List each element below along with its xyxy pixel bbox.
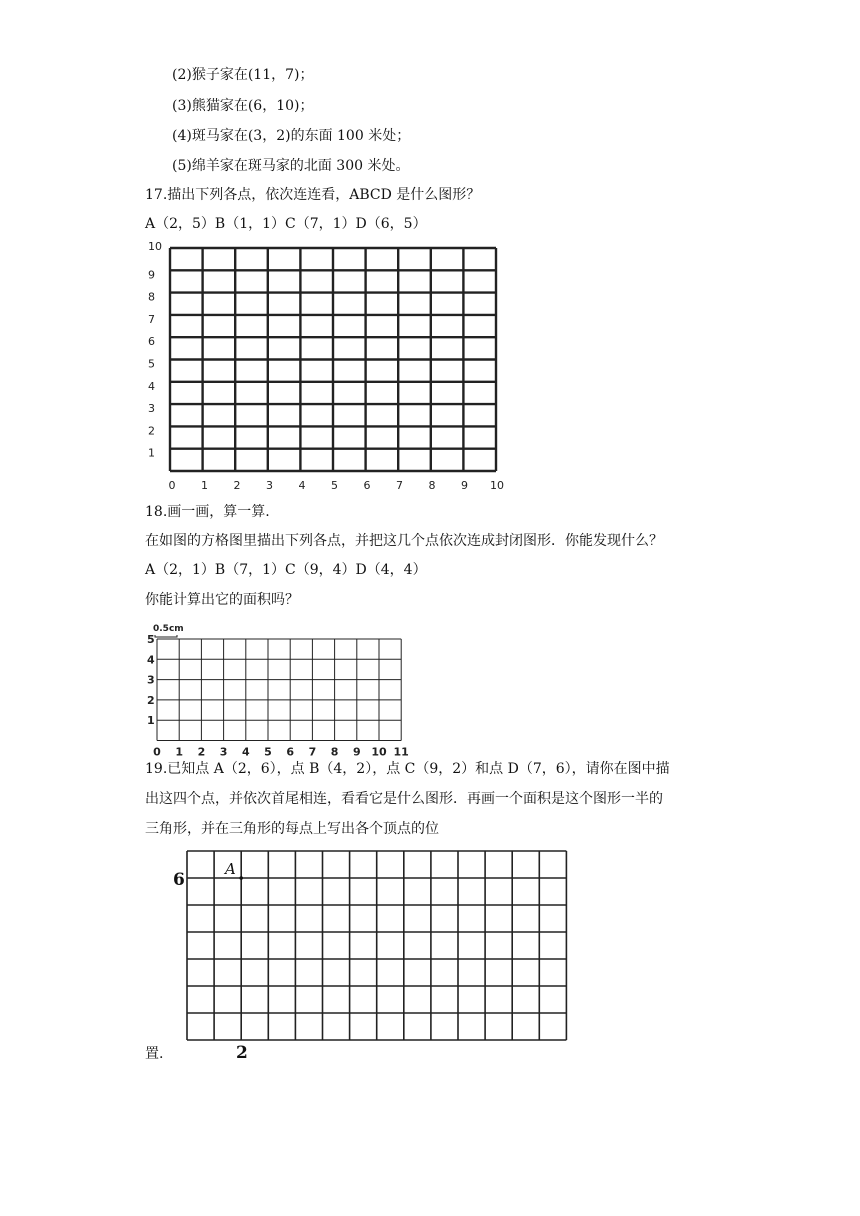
grid17-x-label: 2 <box>233 479 241 492</box>
grid17-y-label: 6 <box>148 335 155 349</box>
grid17-x-label: 5 <box>331 479 338 492</box>
grid18-x-label: 10 <box>371 745 387 759</box>
grid18-y-label: 5 <box>147 633 155 646</box>
q18-question: 你能计算出它的面积吗？ <box>145 592 299 608</box>
grid19-label-6: 6 <box>173 870 185 890</box>
grid18-x-label: 6 <box>286 745 295 759</box>
grid18-x-label: 5 <box>264 745 272 759</box>
grid18-x-label: 2 <box>197 745 206 759</box>
q19-line-1: 19.已知点 A（2，6），点 B（4，2），点 C（9，2）和点 D（7，6），请你在图中描 <box>145 761 670 777</box>
grid18-x-label: 0 <box>153 745 161 759</box>
grid18-y-label: 1 <box>147 714 155 728</box>
grid17-x-label: 0 <box>168 479 176 492</box>
q18-coordinate-grid <box>140 617 430 757</box>
q19-line-4: 置. <box>145 1046 164 1062</box>
grid17-x-label: 1 <box>201 479 208 492</box>
grid17-x-label: 6 <box>363 479 371 492</box>
grid18-x-label: 9 <box>352 745 361 759</box>
q18-title: 18.画一画，算一算. <box>145 504 270 520</box>
q19-line-2: 出这四个点，并依次首尾相连，看看它是什么图形．再画一个面积是这个图形一半的 <box>145 791 663 807</box>
grid19-point-A <box>239 876 243 880</box>
grid18-scale-label: 0.5cm <box>153 624 184 634</box>
grid17-y-label: 9 <box>148 268 155 282</box>
grid17-y-label: 3 <box>148 402 155 416</box>
grid17-x-label: 8 <box>428 479 436 492</box>
grid17-y-label: 5 <box>148 357 155 371</box>
grid17-y-label: 1 <box>148 446 155 460</box>
grid17-x-label: 4 <box>298 479 306 492</box>
grid19-label-A: A <box>225 860 236 878</box>
grid17-x-label: 3 <box>266 479 273 492</box>
grid17-y-label: 8 <box>148 290 155 304</box>
grid18-scale-bracket <box>155 635 177 637</box>
grid18-x-label: 11 <box>393 745 409 759</box>
grid17-y-label: 7 <box>148 312 155 326</box>
q17-coordinate-grid <box>140 240 510 495</box>
q16-item-2: (2)猴子家在(11，7)； <box>172 67 314 83</box>
grid17-x-label: 10 <box>490 479 504 492</box>
grid18-y-label: 4 <box>147 653 155 667</box>
q18-points: A（2，1）B（7，1）C（9，4）D（4，4） <box>145 562 427 578</box>
grid18-x-label: 3 <box>219 745 228 759</box>
q19-line-3: 三角形，并在三角形的每点上写出各个顶点的位 <box>145 821 439 837</box>
grid17-y-label: 4 <box>148 379 155 393</box>
grid18-y-label: 3 <box>147 673 155 687</box>
grid18-x-label: 7 <box>308 745 317 759</box>
q19-grid <box>160 845 580 1065</box>
grid17-x-label: 7 <box>396 479 403 492</box>
q16-item-4: (4)斑马家在(3，2)的东面 100 米处； <box>172 128 411 144</box>
grid19-label-2: 2 <box>236 1043 248 1063</box>
grid17-y-label: 10 <box>148 240 162 253</box>
q17-title: 17.描出下列各点，依次连连看，ABCD 是什么图形？ <box>145 187 481 203</box>
q17-points: A（2，5）B（1，1）C（7，1）D（6，5） <box>145 216 427 232</box>
grid18-x-label: 8 <box>330 745 339 759</box>
q18-instruction: 在如图的方格图里描出下列各点，并把这几个点依次连成封闭图形．你能发现什么？ <box>145 533 663 549</box>
q16-item-3: (3)熊猫家在(6，10)； <box>172 98 314 114</box>
q16-item-5: (5)绵羊家在斑马家的北面 300 米处。 <box>172 158 410 174</box>
grid18-x-label: 4 <box>241 745 250 759</box>
grid18-x-label: 1 <box>175 745 184 759</box>
grid18-y-label: 2 <box>147 693 155 707</box>
grid17-x-label: 9 <box>461 479 468 492</box>
grid17-y-label: 2 <box>148 424 155 438</box>
